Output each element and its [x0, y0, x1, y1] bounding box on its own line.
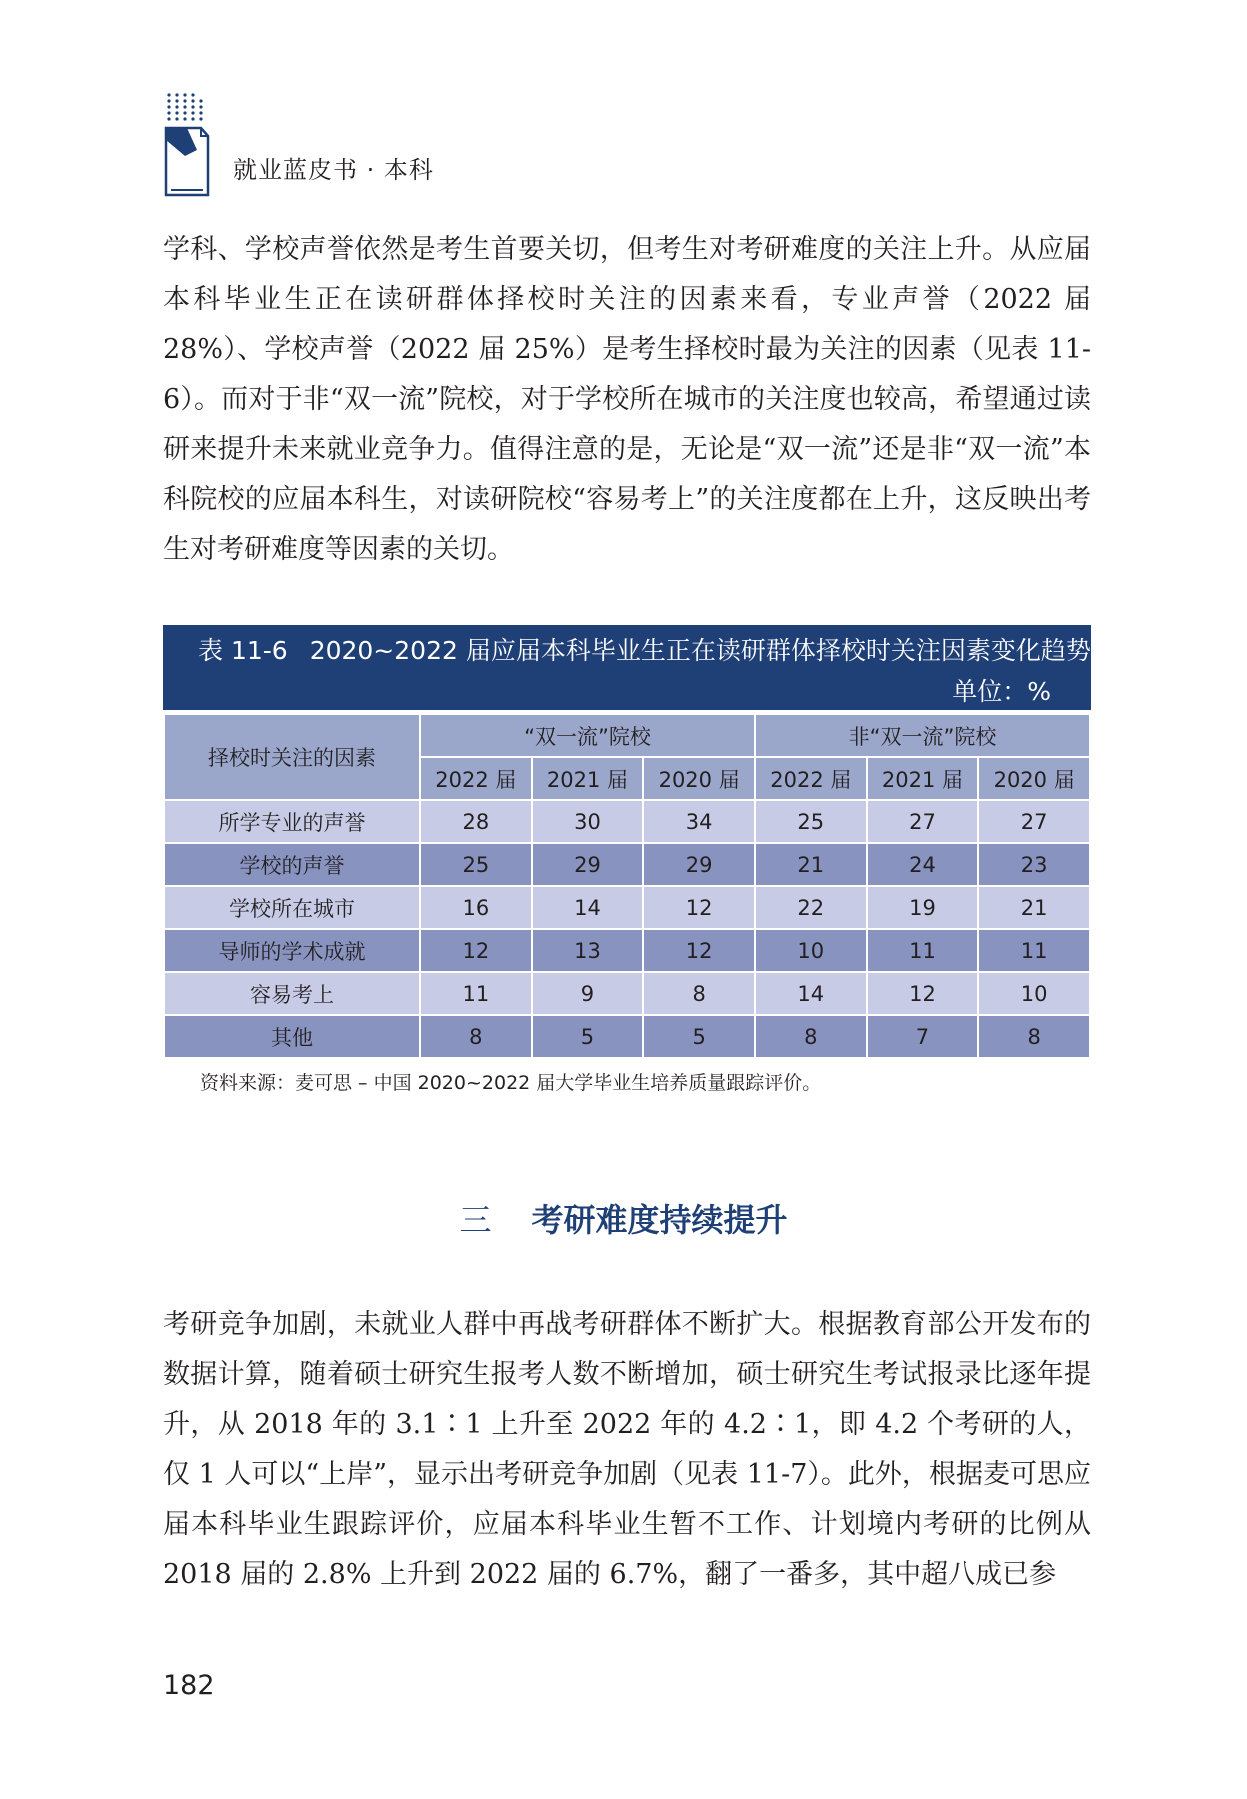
value-cell: 29 [532, 843, 644, 886]
value-cell: 16 [420, 886, 532, 929]
table-unit: 单位：% [952, 677, 1051, 706]
table-title-bar [163, 625, 1091, 713]
factor-cell: 学校所在城市 [164, 886, 420, 929]
value-cell: 27 [867, 800, 979, 843]
value-cell: 25 [755, 800, 867, 843]
value-cell: 13 [532, 929, 644, 972]
value-cell: 12 [867, 972, 979, 1015]
value-cell: 8 [978, 1015, 1090, 1058]
book-logo-icon [163, 90, 223, 200]
table-row [164, 972, 1090, 1015]
value-cell: 21 [755, 843, 867, 886]
value-cell: 12 [643, 929, 755, 972]
table-row [164, 886, 1090, 929]
section-title-text: 考研难度持续提升 [531, 1201, 788, 1239]
value-cell: 24 [867, 843, 979, 886]
table-caption [198, 631, 1091, 667]
row-header-cell: 择校时关注的因素 [164, 714, 420, 800]
header-title: 就业蓝皮书 · 本科 [233, 156, 434, 184]
table-row [164, 1015, 1090, 1058]
value-cell: 11 [420, 972, 532, 1015]
value-cell: 30 [532, 800, 644, 843]
value-cell: 23 [978, 843, 1090, 886]
value-cell: 29 [643, 843, 755, 886]
value-cell: 12 [420, 929, 532, 972]
year-header: 2020 届 [978, 757, 1090, 800]
group-header-non-double-first-class: 非“双一流”院校 [755, 714, 1090, 757]
value-cell: 9 [532, 972, 644, 1015]
table-title: 2020~2022 届应届本科毕业生正在读研群体择校时关注因素变化趋势 [309, 636, 1091, 665]
value-cell: 8 [643, 972, 755, 1015]
value-cell: 7 [867, 1015, 979, 1058]
section-number: 三 [459, 1201, 492, 1239]
value-cell: 34 [643, 800, 755, 843]
factor-table [163, 713, 1091, 1059]
value-cell: 10 [978, 972, 1090, 1015]
table-row [164, 929, 1090, 972]
data-table-block [163, 625, 1091, 1059]
value-cell: 25 [420, 843, 532, 886]
factor-cell: 所学专业的声誉 [164, 800, 420, 843]
group-header-double-first-class: “双一流”院校 [420, 714, 755, 757]
value-cell: 22 [755, 886, 867, 929]
page-number: 182 [163, 1670, 215, 1701]
value-cell: 5 [532, 1015, 644, 1058]
section-heading [0, 1195, 1247, 1241]
factor-cell: 学校的声誉 [164, 843, 420, 886]
value-cell: 28 [420, 800, 532, 843]
year-header: 2020 届 [643, 757, 755, 800]
table-source-note: 资料来源：麦可思 – 中国 2020~2022 届大学毕业生培养质量跟踪评价。 [200, 1072, 822, 1094]
value-cell: 19 [867, 886, 979, 929]
year-header: 2022 届 [420, 757, 532, 800]
value-cell: 5 [643, 1015, 755, 1058]
value-cell: 11 [978, 929, 1090, 972]
factor-cell: 容易考上 [164, 972, 420, 1015]
factor-cell: 其他 [164, 1015, 420, 1058]
year-header: 2022 届 [755, 757, 867, 800]
value-cell: 12 [643, 886, 755, 929]
table-number: 表 11-6 [198, 636, 288, 665]
page-header [163, 90, 1063, 200]
intro-paragraph: 学科、学校声誉依然是考生首要关切，但考生对考研难度的关注上升。从应届本科毕业生正在读研群体择校时关注的因素来看，专业声誉（2022 届 28%）、学校声誉（2022 届 25%）是考生择校时最为关注的因素（见表 11-6）。而对于非“双一流”院校，对于学校所在城市的关注度也较高，希望通过读研来提升未来就业竞争力。值得注意的是，无论是“双一流”还是非“双一流”本科院校的应届本科生，对读研院校“容易考上”的关注度都在上升，这反映出考生对考研难度等因素的关切。 [163, 234, 1091, 565]
value-cell: 8 [755, 1015, 867, 1058]
value-cell: 10 [755, 929, 867, 972]
body-paragraph: 考研竞争加剧，未就业人群中再战考研群体不断扩大。根据教育部公开发布的数据计算，随着硕士研究生报考人数不断增加，硕士研究生考试报录比逐年提升，从 2018 年的 3.1∶1 上升至 2022 年的 4.2∶1，即 4.2 个考研的人，仅 1 人可以“上岸”，显示出考研竞争加剧（见表 11-7）。此外，根据麦可思应届本科毕业生跟踪评价，应届本科毕业生暂不工作、计划境内考研的比例从 2018 届的 2.8% 上升到 2022 届的 6.7%，翻了一番多，其中超八成已参 [163, 1309, 1091, 1590]
factor-cell: 导师的学术成就 [164, 929, 420, 972]
table-row [164, 843, 1090, 886]
value-cell: 11 [867, 929, 979, 972]
value-cell: 27 [978, 800, 1090, 843]
value-cell: 8 [420, 1015, 532, 1058]
value-cell: 14 [755, 972, 867, 1015]
value-cell: 21 [978, 886, 1090, 929]
year-header: 2021 届 [867, 757, 979, 800]
value-cell: 14 [532, 886, 644, 929]
table-row [164, 800, 1090, 843]
year-header: 2021 届 [532, 757, 644, 800]
